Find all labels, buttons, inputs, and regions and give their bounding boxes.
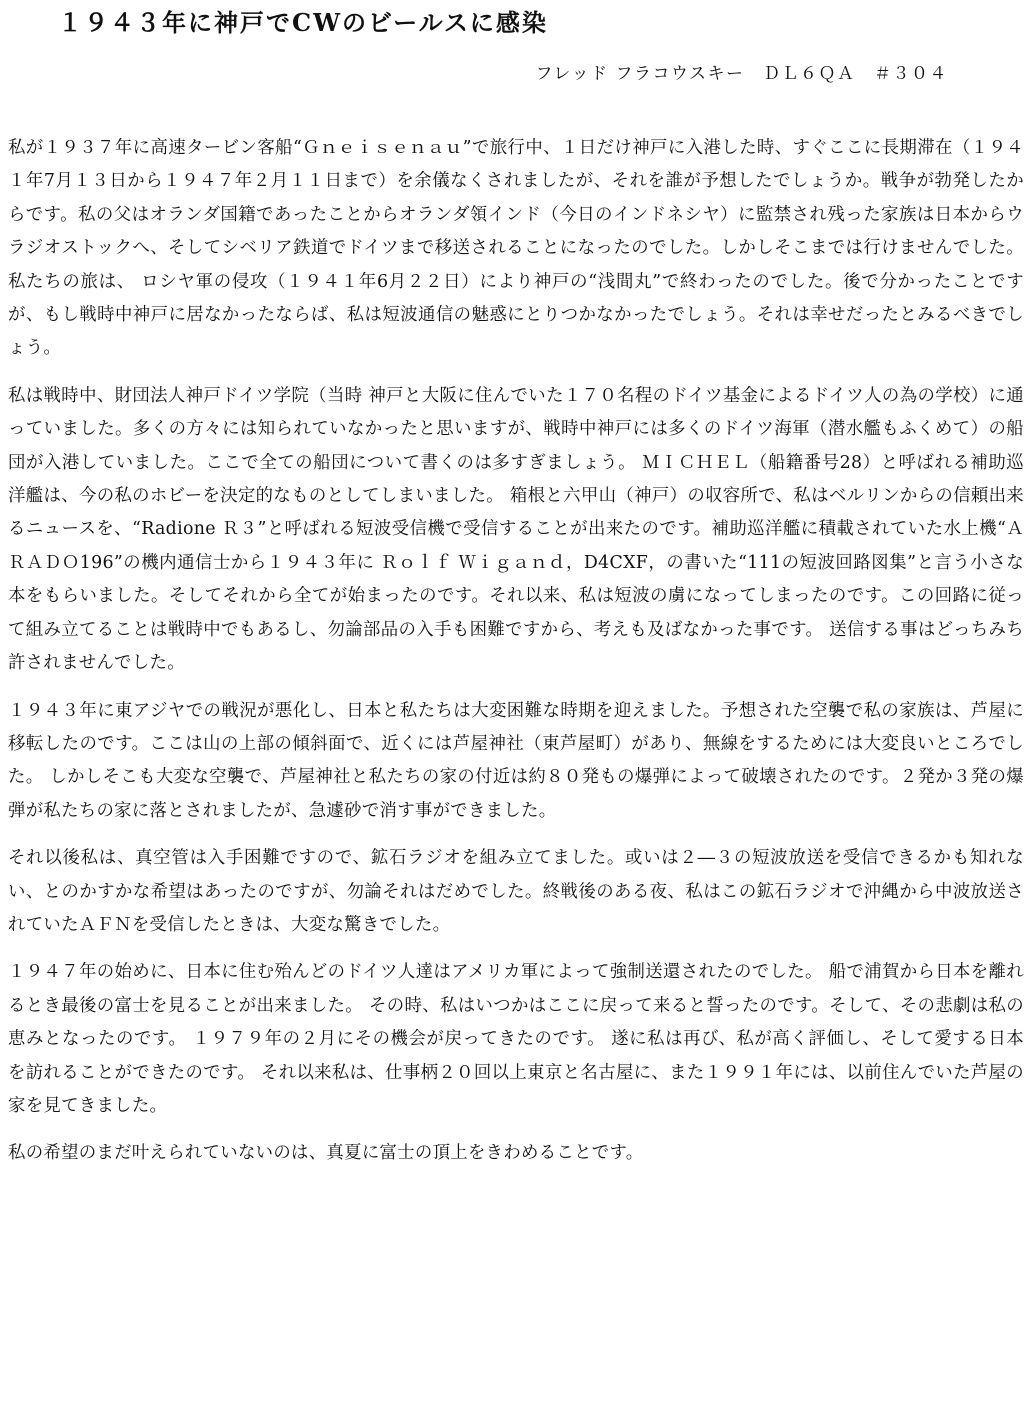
- paragraph-2: 私は戦時中、財団法人神戸ドイツ学院（当時 神戸と大阪に住んでいた１７０名程のドイツ基金によるドイツ人の為の学校）に通っていました。多くの方々には知られていなかったと思いますが、戦時中神戸には多くのドイツ海軍（潜水艦もふくめて）の船団が入港していました。ここで全ての船団について書くのは多すぎましょう。 ＭＩＣＨＥＬ（船籍番号28）と呼ばれる補助巡洋艦は、今の私のホビーを決定的なものとしてしまいました。 箱根と六甲山（神戸）の収容所で、私はベルリンからの信頼出来るニュースを、“Radione Ｒ３”と呼ばれる短波受信機で受信することが出来たのです。補助巡洋艦に積載されていた水上機“ＡＲＡＤＯ196”の機内通信士から１９４３年に Ｒｏｌｆ Ｗｉｇａｎｄ，D4CXF，の書いた“111の短波回路図集”と言う小さな本をもらいました。そしてそれから全てが始まったのです。それ以来、私は短波の虜になってしまったのです。この回路に従って組み立てることは戦時中でもあるし、勿論部品の入手も困難ですから、考えも及ばなかった事です。 送信する事はどっちみち許されませんでした。: [8, 385, 1024, 674]
- document-title: １９４３年に神戸でCWのビールスに感染: [58, 8, 548, 37]
- paragraph-6: 私の希望のまだ叶えられていないのは、真夏に富士の頂上をきわめることです。: [8, 1143, 644, 1164]
- paragraph-5: １９４７年の始めに、日本に住む殆んどのドイツ人達はアメリカ軍によって強制送還されたのでした。 船で浦賀から日本を離れるとき最後の富士を見ることが出来ました。 その時、私はいつかはここに戻って来ると誓ったのです。そして、その悲劇は私の恵みとなったのです。 １９７９年の２月にその機会が戻ってきたのです。 遂に私は再び、私が高く評価し、そして愛する日本を訪れることができたのです。 それ以来私は、仕事柄２０回以上東京と名古屋に、また１９９１年には、以前住んでいた芦屋の家を見てきました。: [8, 962, 1024, 1116]
- paragraph-4: それ以後私は、真空管は入手困難ですので、鉱石ラジオを組み立てました。或いは２―３の短波放送を受信できるかも知れない、とのかすかな希望はあったのですが、勿論それはだめでした。終戦後のある夜、私はこの鉱石ラジオで沖縄から中波放送されていたＡＦＮを受信したときは、大変な驚きでした。: [8, 848, 1024, 935]
- paragraph-1: 私が１９３７年に高速タービン客船“Ｇｎｅｉｓｅｎａｕ”で旅行中、１日だけ神戸に入港した時、すぐここに長期滞在（１９４１年7月１３日から１９４７年２月１１日まで）を余儀なくされましたが、それを誰が予想したでしょうか。戦争が勃発したからです。私の父はオランダ国籍であったことからオランダ領インド（今日のインドネシヤ）に監禁され残った家族は日本からウラジオストックへ、そしてシベリア鉄道でドイツまで移送されることになったのでした。しかしそこまでは行けませんでした。私たちの旅は、 ロシヤ軍の侵攻（１９４１年6月２２日）により神戸の“浅間丸”で終わったのでした。後で分かったことですが、もし戦時中神戸に居なかったならば、私は短波通信の魅惑にとりつかなかったでしょう。それは幸せだったとみるべきでしょう。: [8, 138, 1024, 359]
- article-body: [8, 132, 1024, 1185]
- author-line: フレッド フラコウスキー ＤＬ６ＱＡ ＃３０４: [535, 64, 948, 84]
- paragraph-3: １９４３年に東アジヤでの戦況が悪化し、日本と私たちは大変困難な時期を迎えました。予想された空襲で私の家族は、芦屋に移転したのです。ここは山の上部の傾斜面で、近くには芦屋神社（東芦屋町）があり、無線をするためには大変良いところでした。 しかしそこも大変な空襲で、芦屋神社と私たちの家の付近は約８０発もの爆弾によって破壊されたのです。２発か３発の爆弾が私たちの家に落とされましたが、急遽砂で消す事ができました。: [8, 700, 1024, 821]
